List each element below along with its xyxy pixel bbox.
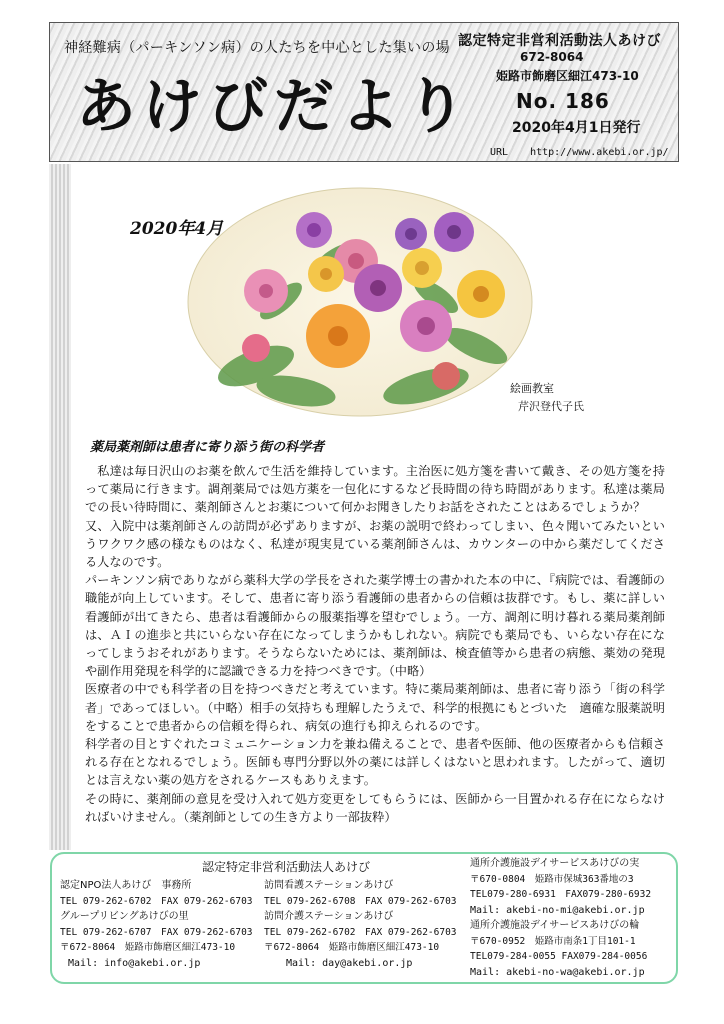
facility1-mail[interactable]: Mail: akebi-no-mi@akebi.or.jp [470, 904, 645, 916]
credit-artist: 芹沢登代子氏 [518, 400, 584, 413]
painting-credit [510, 380, 584, 416]
article-title: 薬局薬剤師は患者に寄り添う街の科学者 [90, 440, 325, 455]
article-paragraph: 私達は毎日沢山のお薬を飲んで生活を維持しています。主治医に処方箋を書いて戴き、その処方箋を持って薬局に行きます。調剤薬局では処方薬を一包化にするなど長時間の待ち時間があります。私達は薬局での長い待時間に、薬剤師さんとお薬について何かお聞きしたりお話をされたことはあるでしょうか？ [85, 464, 665, 515]
office-name: 認定NPO法人あけび 事務所 [60, 880, 192, 891]
station1-tel: TEL 079-262-6708 FAX 079-262-6703 [264, 895, 457, 907]
credit-class: 絵画教室 [510, 382, 554, 395]
article-paragraph: 又、入院中は薬剤師さんの訪問が必ずありますが、お薬の説明で終わってしまい、色々聞いてみたいというワクワク感の様なものはなく、私達が現実見ている薬剤師さんは、カウンターの中から薬だしてくださる人なのです。 [85, 518, 665, 570]
article-paragraph: パーキンソン病でありながら薬科大学の学長をされた薬学博士の書かれた本の中に、『病院では、看護師の職能が向上しています。そして、患者に寄り添う看護師の患者からの信頼は抜群です。もし、薬に詳しい看護師が出てきたら、患者は看護師からの服薬指導を望むでしょう。一方、調剤に明け暮れる薬局薬剤師は、ＡＩの進歩と共にいらない存在になってしまうかもしれない。病院でも薬局でも、いらない存在になってしまうおそれがあります。そうならないためには、薬剤師は、検査値等から患者の病態、薬効の発現や副作用発現を科学的に認識できる力を持つべきです。（中略） [85, 573, 665, 679]
office-mail[interactable]: Mail: info@akebi.or.jp [68, 957, 201, 969]
issue-number: No. 186 [516, 89, 610, 113]
facility2-address: 〒670-0952 姫路市南条1丁目101-1 [470, 935, 636, 947]
facility1-name: 通所介護施設デイサービスあけびの実 [470, 858, 640, 869]
feature-month: 2020年4月 [130, 219, 224, 239]
contact-column-stations [264, 878, 457, 971]
group-home-name: グループリビングあけびの里 [60, 911, 189, 922]
article-paragraph: 科学者の目とすぐれたコミュニケーション力を兼ね備えることで、患者や医師、他の医療者からも信頼される存在となれるでしょう。医師も専門分野以外の薬には詳しくはないと思われます。したがって、適切とは言えない薬の処方をされるケースもありえます。 [85, 737, 665, 788]
url-label: URL [490, 147, 509, 158]
url-link[interactable]: http://www.akebi.or.jp/ [530, 147, 669, 158]
masthead-title: あけびだより [76, 72, 472, 142]
contact-box [50, 852, 678, 984]
flower-painting-image [186, 186, 534, 418]
facility2-name: 通所介護施設デイサービスあけびの輪 [470, 920, 640, 931]
office-address: 〒672-8064 姫路市飾磨区細江473-10 [60, 942, 236, 953]
issue-date: 2020年4月1日発行 [512, 120, 641, 136]
contact-column-facilities [470, 856, 651, 980]
masthead-panel [49, 22, 679, 162]
facility2-mail[interactable]: Mail: akebi-no-wa@akebi.or.jp [470, 966, 645, 978]
station2-tel: TEL 079-262-6702 FAX 079-262-6703 [264, 926, 457, 938]
org-name: 認定特定非営利活動法人あけび [458, 33, 661, 49]
facility1-tel: TEL079-280-6931 FAX079-280-6932 [470, 889, 652, 900]
footer-title: 認定特定非営利活動法人あけび [202, 860, 371, 874]
org-address: 姫路市飾磨区細江473-10 [496, 69, 639, 83]
station2-name: 訪問介護ステーションあけび [264, 911, 394, 922]
url-row [490, 147, 691, 158]
side-decoration [49, 164, 71, 850]
postal-code: 672-8064 [520, 50, 584, 64]
tagline: 神経難病（パーキンソン病）の人たちを中心とした集いの場 [64, 40, 450, 56]
facility2-tel: TEL079-284-0055 FAX079-284-0056 [470, 951, 648, 962]
facility1-address: 〒670-0804 姫路市保城363番地の3 [470, 873, 634, 885]
article-body [85, 462, 665, 826]
stations-mail[interactable]: Mail: day@akebi.or.jp [286, 957, 413, 969]
contact-column-office [60, 878, 253, 971]
article-paragraph: 医療者の中でも科学者の目を持つべきだと考えています。特に薬局薬剤師は、患者に寄り添う「街の科学者」であってほしい。（中略）相手の気持ちも理解したうえで、科学的根拠にもとづいた 適確な服薬説明をすることで患者からの信頼を得られ、病気の進行も抑えられるのです。 [85, 682, 665, 733]
station1-name: 訪問看護ステーションあけび [264, 880, 394, 891]
group-home-tel: TEL 079-262-6707 FAX 079-262-6703 [60, 926, 253, 938]
office-tel: TEL 079-262-6702 FAX 079-262-6703 [60, 895, 253, 907]
stations-address: 〒672-8064 姫路市飾磨区細江473-10 [264, 942, 440, 953]
article-paragraph: その時に、薬剤師の意見を受け入れて処方変更をしてもらうには、医師から一目置かれる存在にならなければいけません。（薬剤師としての生き方より一部抜粋） [85, 791, 665, 824]
